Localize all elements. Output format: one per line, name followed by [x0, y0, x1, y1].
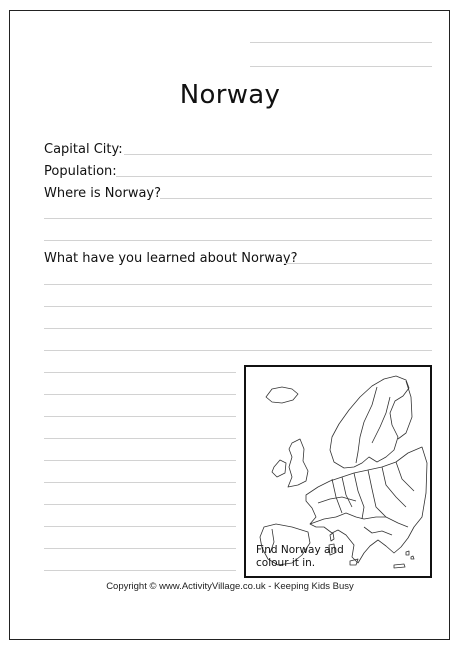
name-line[interactable] [250, 66, 432, 67]
writing-line[interactable] [44, 350, 432, 351]
writing-line[interactable] [44, 438, 236, 439]
writing-line[interactable] [44, 372, 236, 373]
writing-line[interactable] [44, 548, 236, 549]
learned-about-label: What have you learned about Norway? [44, 251, 298, 266]
writing-line[interactable] [44, 394, 236, 395]
learned-about-line[interactable] [284, 263, 432, 264]
population-label: Population: [44, 164, 117, 179]
name-line[interactable] [250, 42, 432, 43]
writing-line[interactable] [44, 306, 432, 307]
copyright-footer: Copyright © www.ActivityVillage.co.uk - Keeping Kids Busy [106, 581, 354, 592]
writing-line[interactable] [44, 240, 432, 241]
writing-line[interactable] [44, 526, 236, 527]
writing-line[interactable] [44, 284, 432, 285]
population-line[interactable] [116, 176, 432, 177]
capital-city-label: Capital City: [44, 142, 123, 157]
writing-line[interactable] [44, 570, 236, 571]
writing-line[interactable] [44, 482, 236, 483]
writing-line[interactable] [44, 218, 432, 219]
page-title: Norway [179, 80, 281, 110]
europe-map-box [244, 365, 432, 578]
writing-line[interactable] [44, 460, 236, 461]
writing-line[interactable] [44, 504, 236, 505]
where-is-line[interactable] [160, 198, 432, 199]
capital-city-line[interactable] [124, 154, 432, 155]
where-is-label: Where is Norway? [44, 186, 162, 201]
writing-line[interactable] [44, 416, 236, 417]
writing-line[interactable] [44, 328, 432, 329]
map-caption: Find Norway and colour it in. [256, 544, 344, 569]
